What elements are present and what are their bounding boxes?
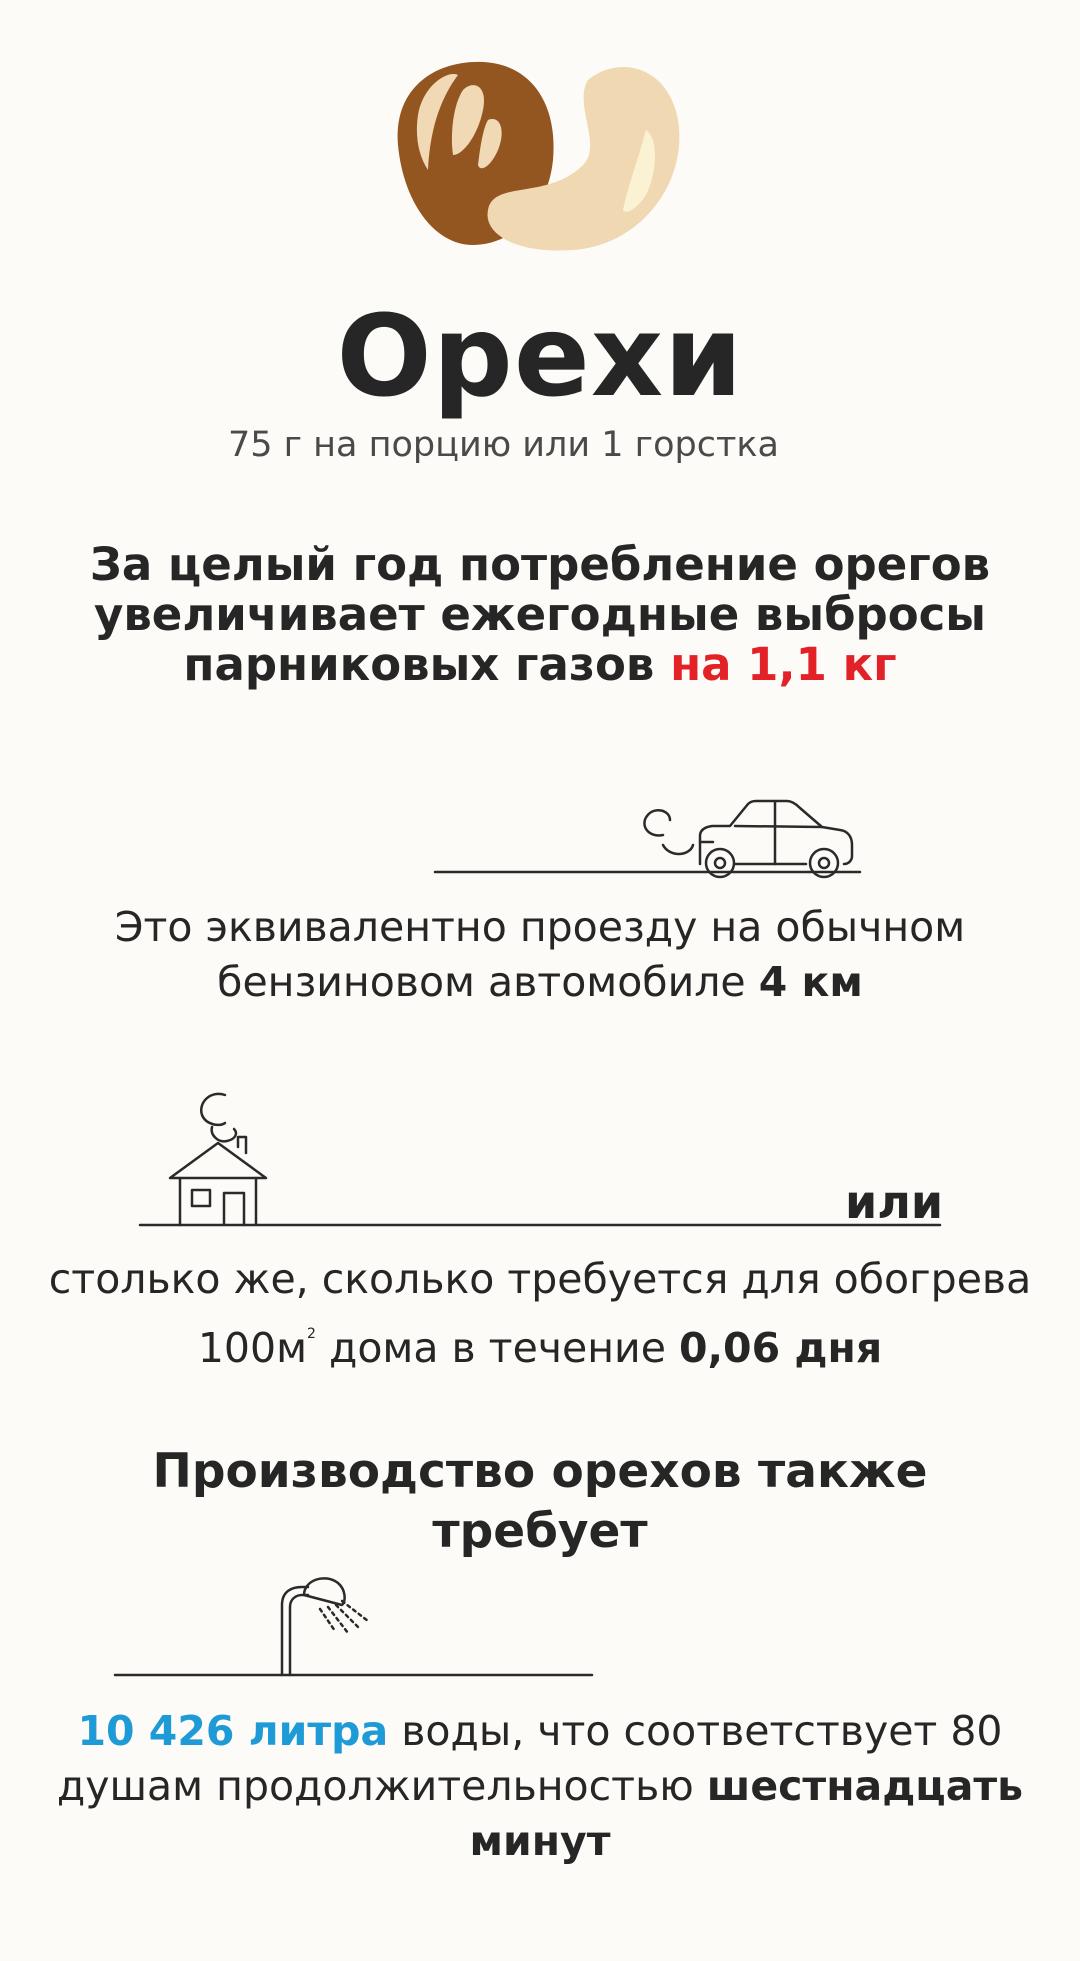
car-text: Это эквивалентно проезду на обычном бензиновом автомобиле xyxy=(114,903,966,1006)
house-icon xyxy=(130,1085,950,1230)
water-text: воды, что соответствует 80 душам продолжительностью xyxy=(56,1707,1003,1810)
heating-duration: 0,06 дня xyxy=(678,1324,883,1372)
heating-text: столько же, сколько требуется для обогрева 100м xyxy=(48,1255,1032,1372)
or-label: или xyxy=(845,1175,944,1229)
shower-duration: шестнадцать минут xyxy=(469,1762,1024,1865)
serving-size: 75 г на порцию или 1 горстка xyxy=(228,425,779,465)
water-usage xyxy=(40,1704,1040,1869)
heating-equivalent xyxy=(40,1252,1040,1376)
car-equivalent xyxy=(40,900,1040,1010)
emissions-statement xyxy=(40,540,1040,690)
shower-icon xyxy=(110,1575,600,1680)
emissions-value: на 1,1 кг xyxy=(670,638,897,691)
heating-text-after: дома в течение xyxy=(315,1324,679,1372)
production-heading: Производство орехов также требует xyxy=(152,1444,928,1559)
emissions-text: За целый год потребление орегов увеличивает ежегодные выбросы парниковых газов xyxy=(89,538,991,691)
hazelnut-cashew-icon xyxy=(388,60,698,260)
water-volume: 10 426 литра xyxy=(77,1707,389,1755)
page-title: Орехи xyxy=(336,292,744,422)
square-superscript: 2 xyxy=(307,1326,316,1342)
car-icon xyxy=(430,790,870,880)
car-distance: 4 км xyxy=(758,958,863,1006)
